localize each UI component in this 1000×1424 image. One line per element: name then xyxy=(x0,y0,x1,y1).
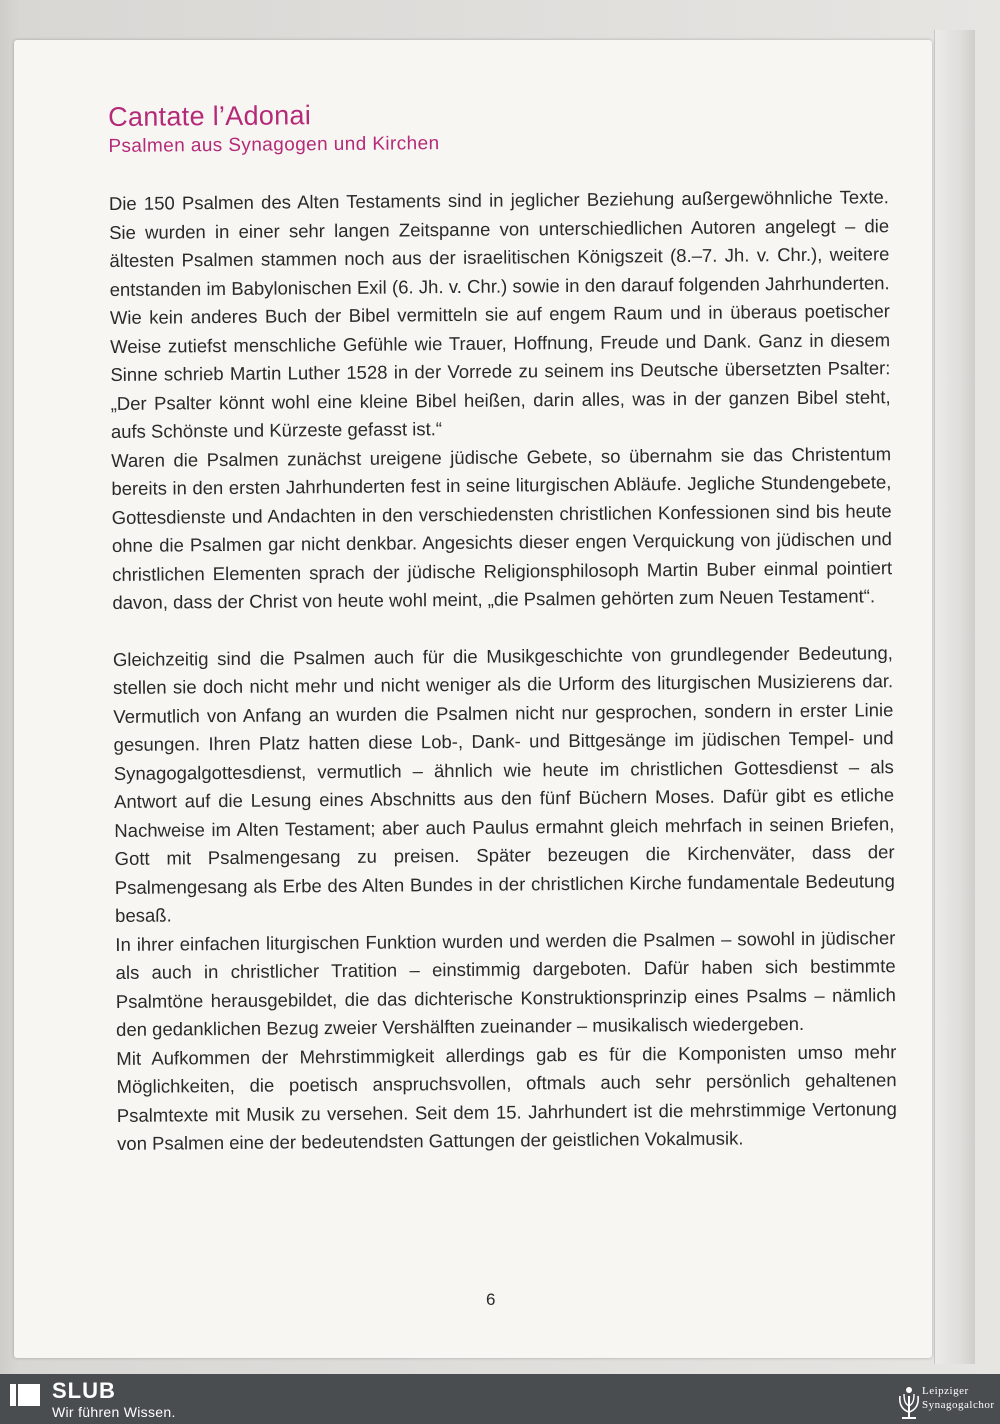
footer-bar xyxy=(0,1374,1000,1424)
paragraph: Waren die Psalmen zunächst ureigene jüdische Gebete, so übernahm sie das Christentum bereits in den ersten Jahrhunderten fest in seine liturgischen Abläufe. Jegliche Stundengebete, Gottesdienste und Andachten in den verschiedensten christlichen Konfessionen sind bis heute ohne die Psalmen gar nicht denkbar. Angesichts dieser engen Verquickung von jüdischen und christlichen Elementen sprach der jüdische Religionsphilosoph Martin Buber einmal pointiert davon, dass der Christ von heute wohl meint, „die Psalmen gehörten zum Neuen Testament“. xyxy=(111,442,893,613)
paragraph: Die 150 Psalmen des Alten Testaments sind in jeglicher Beziehung außergewöhnliche Texte. Sie wurden in einer sehr langen Zeitspanne von unterschiedlichen Autoren angelegt – die ältesten Psalmen stammen noch aus der israelitischen Königszeit (8.–7. Jh. v. Chr.), weitere entstanden im Babylonischen Exil (6. Jh. v. Chr.) sowie in den darauf folgenden Jahrhunderten. Wie kein anderes Buch der Bibel vermitteln sie auf engem Raum und in überaus poetischer Weise zutiefst menschliche Gefühle wie Trauer, Hoffnung, Freude und Dank. Ganz in diesem Sinne schrieb Martin Luther 1528 in der Vorrede zu seinem ins Deutsche übersetzten Psalter: „Der Psalter könnt wohl eine kleine Bibel heißen, darin alles, was in der ganzen Bibel steht, aufs Schönste und Kürzeste gefasst ist.“ xyxy=(108,186,891,442)
document-page xyxy=(14,40,932,1358)
paragraph: In ihrer einfachen liturgischen Funktion wurden und werden die Psalmen – sowohl in jüdischer als auch in christlicher Tratition – einstimmig dargeboten. Dafür haben sich bestimmte Psalmtöne herausgebildet, die das dichterische Konstruktionsprinzip eines Psalms – nämlich den gedanklichen Bezug zweier Vershälften zueinander – musikalisch wiedergeben. xyxy=(115,926,896,1040)
slub-logo-icon xyxy=(10,1384,40,1406)
next-page-edge xyxy=(934,30,975,1364)
choir-name xyxy=(922,1384,994,1412)
library-name: SLUB xyxy=(52,1378,116,1403)
choir-logo-icon xyxy=(896,1378,922,1420)
article-title: Cantate l’Adonai xyxy=(108,100,312,132)
article-subtitle: Psalmen aus Synagogen und Kirchen xyxy=(108,133,440,157)
library-tagline: Wir führen Wissen. xyxy=(52,1404,176,1420)
paragraph: Mit Aufkommen der Mehrstimmigkeit allerdings gab es für die Komponisten umso mehr Möglichkeiten, die poetisch anspruchsvollen, oftmals auch sehr persönlich gehaltenen Psalmtexte mit Musik zu versehen. Seit dem 15. Jahrhundert ist die mehrstimmige Vertonung von Psalmen eine der bedeutendsten Gattungen der geistlichen Vokalmusik. xyxy=(116,1040,897,1154)
article-content xyxy=(108,93,897,1158)
paragraph: Gleichzeitig sind die Psalmen auch für die Musikgeschichte von grundlegender Bedeutung, stellen sie doch nicht mehr und nicht weniger als die Urform des liturgischen Musizierens dar. Vermutlich von Anfang an wurden die Psalmen nicht nur gesprochen, sondern in erster Linie gesungen. Ihren Platz hatten diese Lob-, Dank- und Bittgesänge im jüdischen Tempel- und Synagogalgottesdienst, vermutlich – ähnlich wie heute im christlichen Gottesdienst – als Antwort auf die Lesung eines Abschnitts aus den fünf Büchern Moses. Dafür gibt es etliche Nachweise im Alten Testament; aber auch Paulus ermahnt gleich mehrfach in seinen Briefen, Gott mit Psalmengesang zu preisen. Später bezeugen die Kirchenväter, dass der Psalmengesang als Erbe des Alten Bundes in der christlichen Kirche fundamentale Bedeutung besaß. xyxy=(112,641,895,926)
choir-name-line2: Synagogalchor xyxy=(922,1399,995,1411)
choir-name-line1: Leipziger xyxy=(922,1385,969,1397)
page-number: 6 xyxy=(486,1290,496,1309)
